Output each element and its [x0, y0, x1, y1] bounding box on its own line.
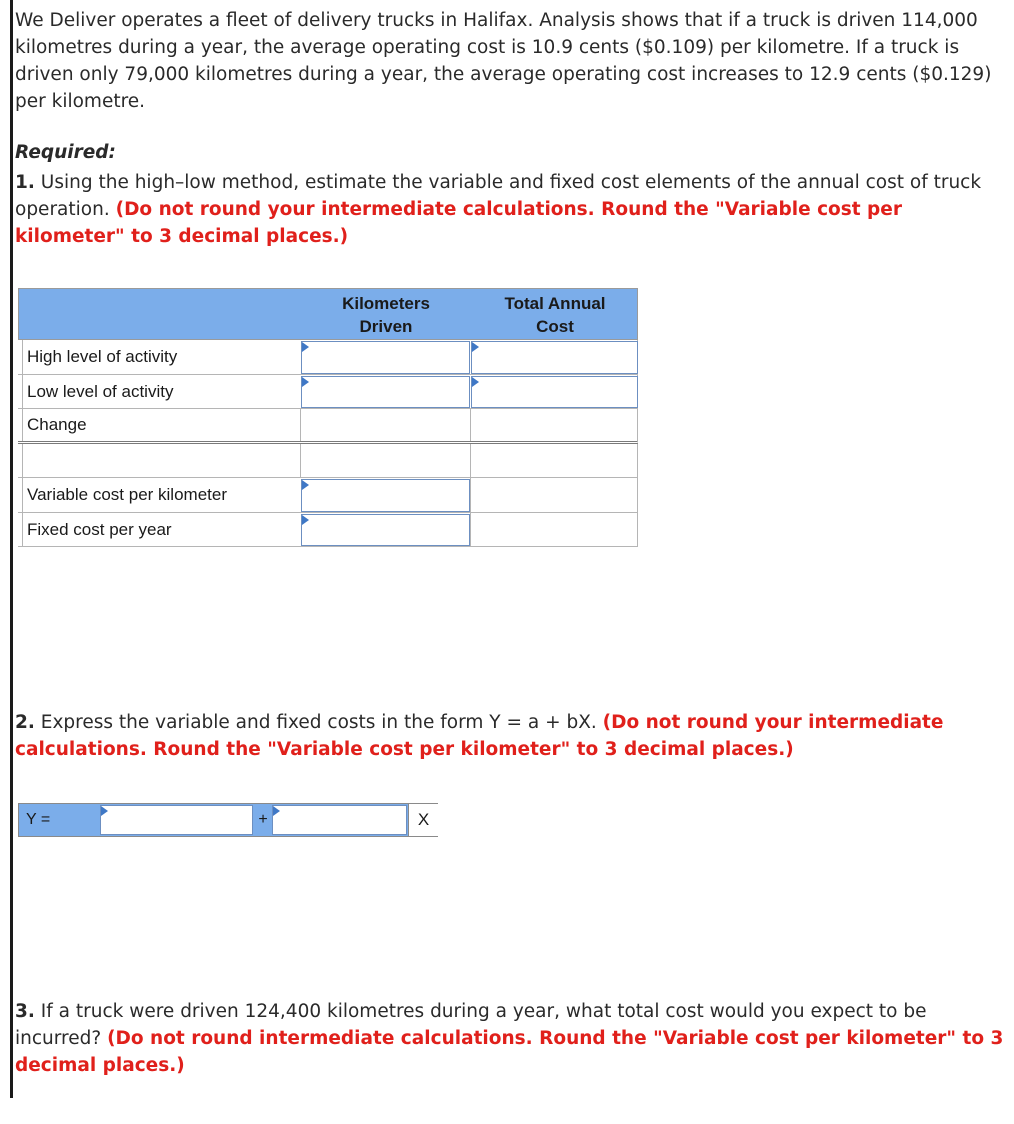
- row-low-activity: [18, 375, 638, 409]
- question-2-text: Express the variable and fixed costs in the form Y = a + bX.: [40, 712, 597, 733]
- high-km-input[interactable]: [301, 341, 470, 374]
- question-3-number: 3.: [15, 1001, 35, 1022]
- cost-equation: [18, 803, 438, 837]
- change-km-cell: [300, 409, 470, 441]
- question-1: [15, 169, 1010, 250]
- question-2-note: (Do not round your intermediate calculations. Round the "Variable cost per kilometer" to 3 decimal places.): [15, 712, 944, 760]
- question-1-text: Using the high–low method, estimate the variable and fixed cost elements of the annual cost of truck operation.: [15, 172, 982, 220]
- question-1-note: (Do not round your intermediate calculations. Round the "Variable cost per kilometer" to 3 decimal places.): [15, 199, 902, 247]
- row-variable-label: Variable cost per kilometer: [22, 478, 300, 512]
- question-3-text: If a truck were driven 124,400 kilometres during a year, what total cost would you expect to be incurred?: [15, 1001, 927, 1049]
- question-3-note: (Do not round intermediate calculations. Round the "Variable cost per kilometer" to 3 decimal places.): [15, 1028, 1004, 1076]
- variable-empty-cell: [470, 478, 638, 512]
- row-change: [18, 409, 638, 444]
- question-3: [15, 998, 1010, 1079]
- row-blank-label: [22, 444, 300, 477]
- blank-cost-cell: [470, 444, 638, 477]
- row-change-label: Change: [22, 409, 300, 441]
- high-low-table: [18, 288, 638, 547]
- fixed-empty-cell: [470, 513, 638, 546]
- left-border: [10, 0, 13, 1098]
- high-cost-input[interactable]: [471, 341, 638, 374]
- low-km-input[interactable]: [301, 376, 470, 408]
- row-fixed-cost: [18, 513, 638, 547]
- row-high-activity: [18, 340, 638, 375]
- row-high-label: High level of activity: [22, 340, 300, 374]
- row-variable-cost: [18, 478, 638, 513]
- plus-sign: +: [258, 811, 268, 828]
- fixed-a-input[interactable]: [100, 805, 253, 835]
- row-low-label: Low level of activity: [22, 375, 300, 408]
- question-1-number: 1.: [15, 172, 35, 193]
- col-kilometers-line2: Driven: [359, 317, 413, 336]
- row-fixed-label: Fixed cost per year: [22, 513, 300, 546]
- table-header: [18, 288, 638, 340]
- row-blank: [18, 444, 638, 478]
- fixed-cost-input[interactable]: [301, 514, 470, 546]
- question-2: [15, 709, 1010, 763]
- variable-b-input[interactable]: [272, 805, 407, 835]
- x-label: X: [408, 804, 438, 836]
- variable-cost-input[interactable]: [301, 479, 470, 512]
- col-total-annual-cost: [471, 292, 639, 338]
- col-cost-line2: Cost: [536, 317, 574, 336]
- y-equals-label: Y =: [26, 811, 51, 828]
- low-cost-input[interactable]: [471, 376, 638, 408]
- col-kilometers-driven: [301, 292, 471, 338]
- problem-intro: We Deliver operates a fleet of delivery trucks in Halifax. Analysis shows that if a truck is driven 114,000 kilometres during a year, the average operating cost is 10.9 cents ($0.109) per kilometre. If a truck is driven only 79,000 kilometres during a year, the average operating cost increases to 12.9 cents ($0.129) per kilometre.: [15, 10, 992, 112]
- blank-km-cell: [300, 444, 470, 477]
- col-cost-line1: Total Annual: [504, 294, 606, 313]
- required-label: Required:: [15, 142, 116, 163]
- change-cost-cell: [470, 409, 638, 441]
- question-2-number: 2.: [15, 712, 35, 733]
- col-kilometers-line1: Kilometers: [342, 294, 430, 313]
